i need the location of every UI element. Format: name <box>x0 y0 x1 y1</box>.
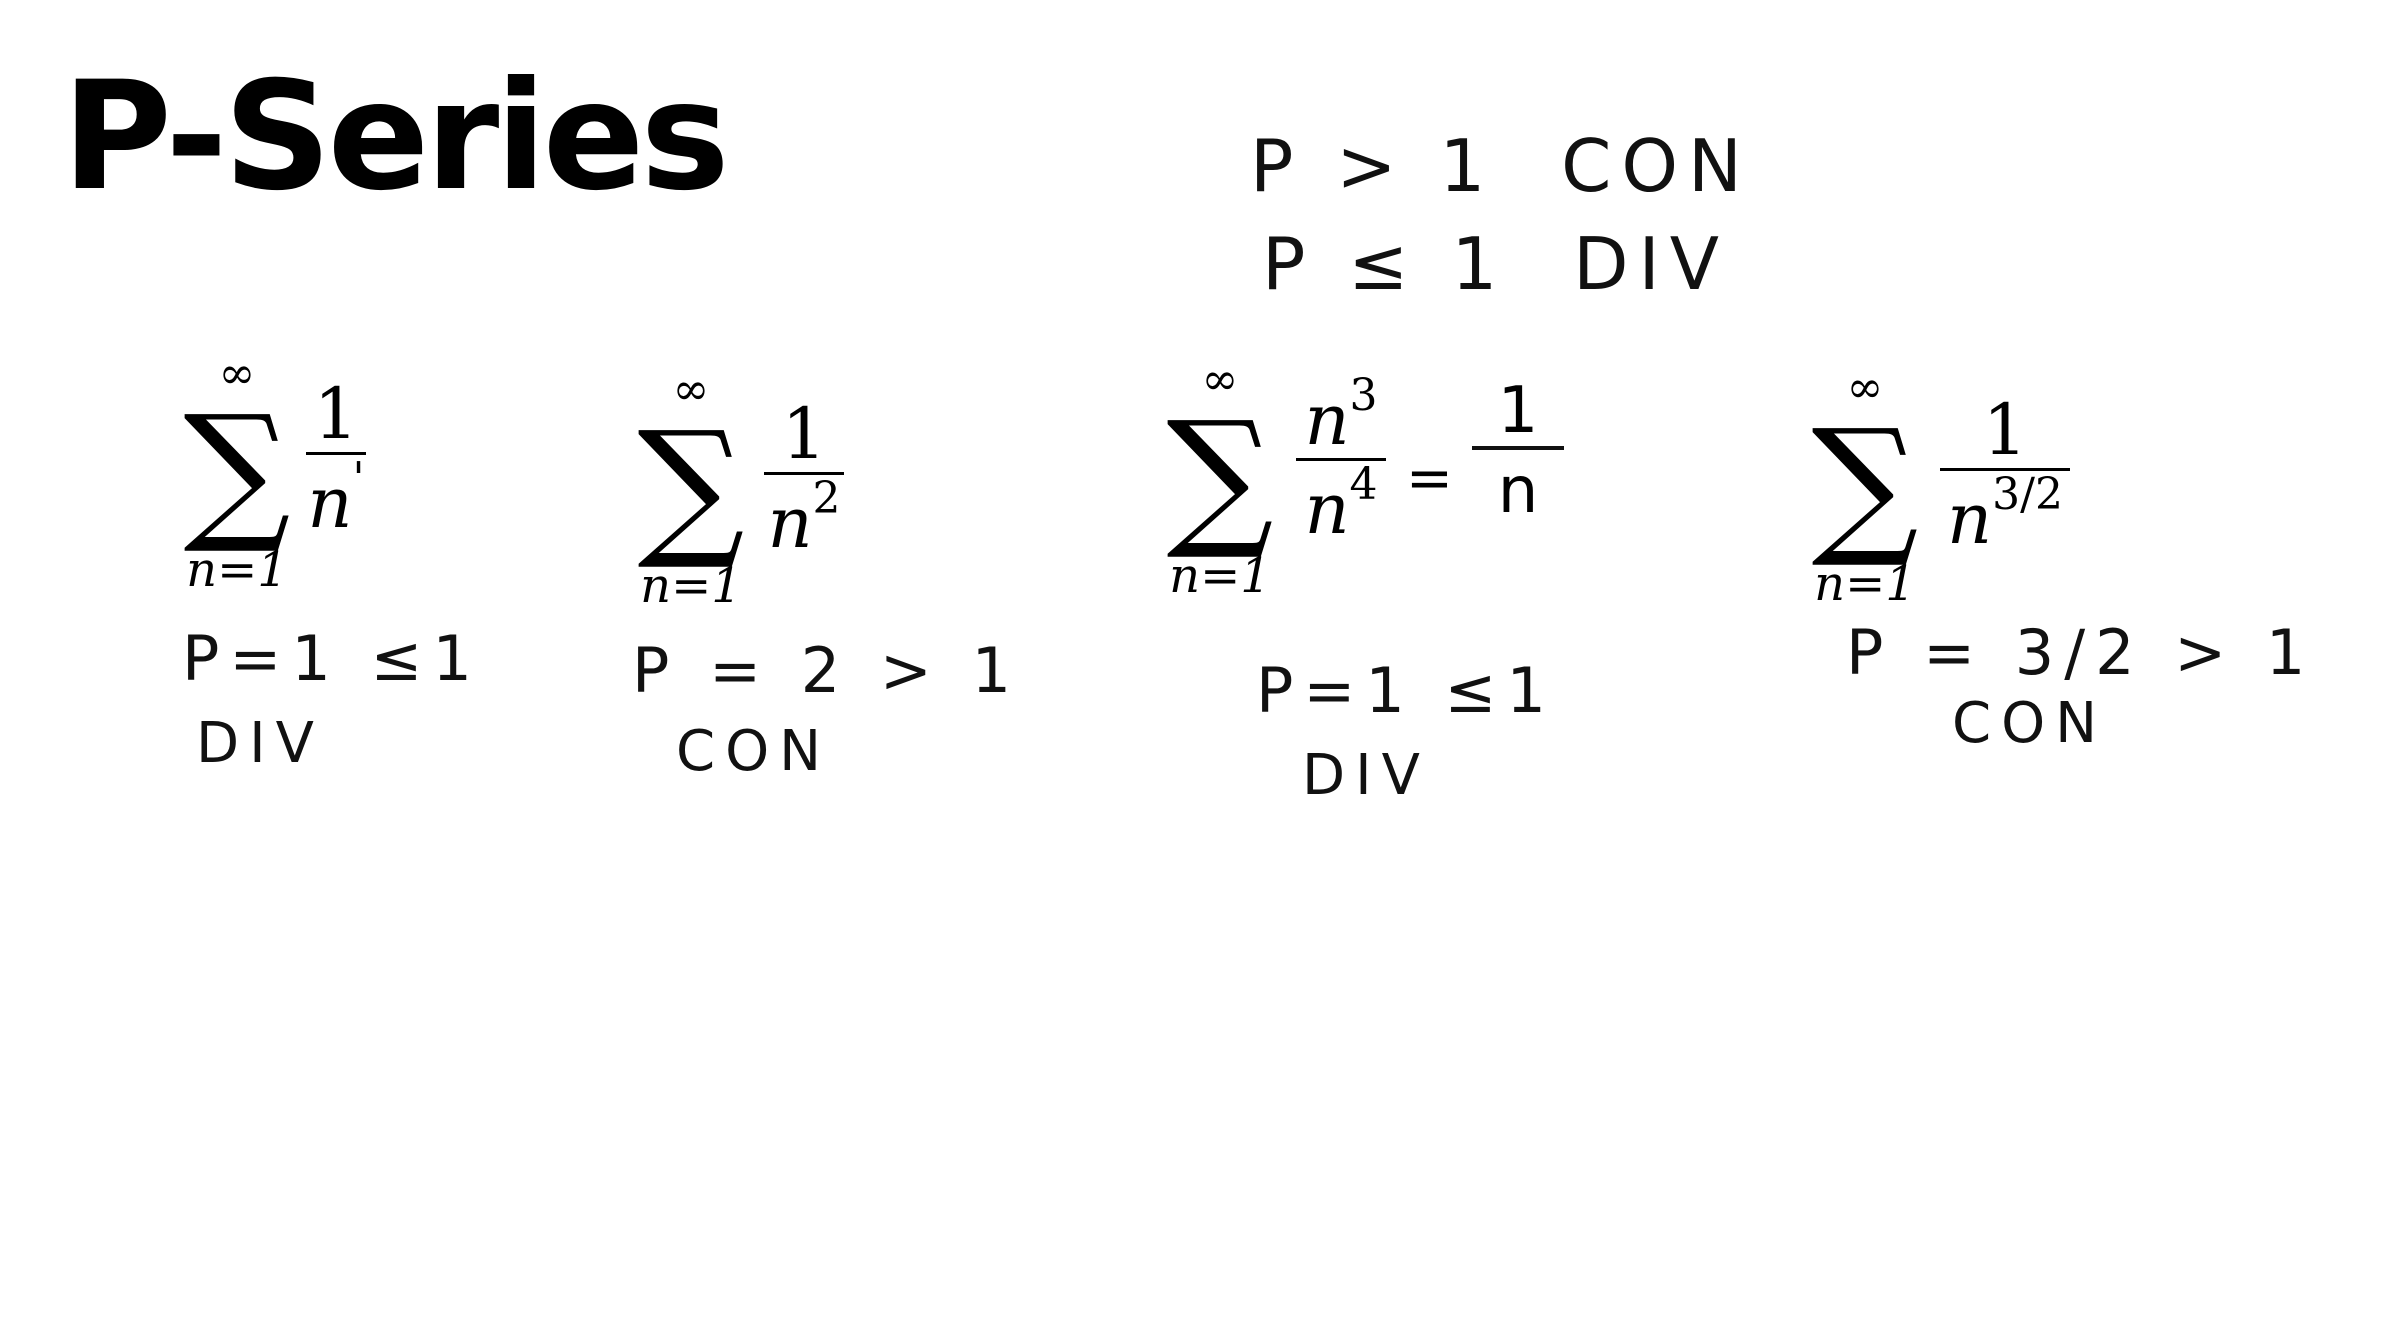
series-1-p-value: P=1 ≤1 <box>182 622 482 695</box>
denominator <box>1296 458 1386 550</box>
denominator-exponent: 3/2 <box>1992 468 2063 520</box>
sigma-icon: ∑ <box>183 384 291 558</box>
series-4-verdict: CON <box>1952 691 2108 756</box>
denominator-base: n <box>1304 467 1350 550</box>
series-2-p-value: P = 2 > 1 <box>632 634 1022 707</box>
numerator <box>1296 370 1386 461</box>
summation-2 <box>636 364 746 614</box>
rule-convergent: P > 1 CON <box>1250 124 1752 208</box>
fraction-2 <box>764 393 844 564</box>
series-3-verdict: DIV <box>1302 743 1430 808</box>
simplified-numerator: 1 <box>1497 374 1539 448</box>
simplified-denominator: n <box>1472 446 1564 526</box>
summation-3 <box>1160 354 1280 604</box>
series-1-verdict: DIV <box>196 711 324 776</box>
numerator-base: n <box>1304 379 1350 461</box>
upper-limit: ∞ <box>218 348 256 399</box>
upper-limit: ∞ <box>1201 354 1239 405</box>
sigma-icon: ∑ <box>637 400 745 574</box>
numerator-exponent: 3 <box>1349 370 1378 421</box>
denominator <box>764 472 844 564</box>
denominator <box>1940 468 2070 560</box>
lower-limit: n=1 <box>186 542 288 598</box>
rule-divergent: P ≤ 1 DIV <box>1262 222 1730 306</box>
lower-limit: n=1 <box>640 558 742 614</box>
simplified-fraction <box>1472 376 1564 527</box>
lower-limit: n=1 <box>1169 548 1271 604</box>
denominator-exponent: 4 <box>1349 458 1378 510</box>
sigma-icon: ∑ <box>1166 390 1274 564</box>
equals-sign: = <box>1406 446 1453 511</box>
denominator-base: n <box>1947 477 1993 560</box>
denominator-base: n <box>767 481 813 564</box>
fraction-1 <box>306 373 366 544</box>
denominator-base: n <box>307 461 353 544</box>
fraction-4 <box>1940 389 2070 560</box>
series-3-p-value: P=1 ≤1 <box>1256 654 1556 727</box>
numerator: 1 <box>313 373 359 455</box>
upper-limit: ∞ <box>672 364 710 415</box>
page-title: P-Series <box>62 50 726 224</box>
numerator: 1 <box>781 393 827 475</box>
series-2-verdict: CON <box>676 719 832 784</box>
denominator <box>306 452 366 544</box>
summation-1 <box>182 348 292 598</box>
fraction-3 <box>1296 370 1386 550</box>
denominator-exponent: ' <box>352 452 365 504</box>
upper-limit: ∞ <box>1846 362 1884 413</box>
summation-4 <box>1810 362 1920 612</box>
sigma-icon: ∑ <box>1811 398 1919 572</box>
series-4-p-value: P = 3/2 > 1 <box>1846 616 2316 689</box>
denominator-exponent: 2 <box>812 472 841 524</box>
lower-limit: n=1 <box>1814 556 1916 612</box>
numerator: 1 <box>1982 389 2028 471</box>
